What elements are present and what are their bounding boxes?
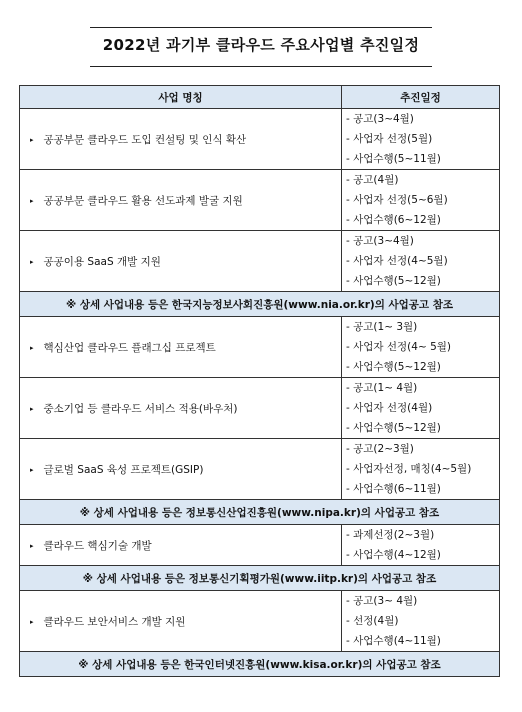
schedule-table	[19, 85, 500, 677]
project-name-cell	[20, 439, 342, 500]
schedule-line: - 사업수행(5~12월)	[346, 275, 441, 287]
project-name: 클라우드 핵심기술 개발	[43, 539, 152, 552]
schedule-cell	[342, 170, 500, 231]
project-name-cell	[20, 170, 342, 231]
schedule-cell	[342, 378, 500, 439]
schedule-line: - 사업수행(6~11월)	[346, 483, 441, 495]
project-name-cell	[20, 525, 342, 566]
schedule-line: - 과제선정(2~3월)	[346, 529, 435, 541]
schedule-line: - 선정(4월)	[346, 615, 399, 627]
schedule-line: - 공고(4월)	[346, 174, 399, 186]
project-name: 중소기업 등 클라우드 서비스 적용(바우처)	[43, 402, 238, 415]
project-name-cell	[20, 109, 342, 170]
schedule-line: - 사업수행(6~12월)	[346, 214, 441, 226]
schedule-line: - 사업자선정, 매칭(4~5월)	[346, 463, 472, 475]
triangle-right-icon: ▸	[30, 617, 34, 626]
schedule-line: - 공고(1~ 3월)	[346, 321, 418, 333]
schedule-cell	[342, 439, 500, 500]
table-row	[20, 439, 500, 500]
schedule-cell	[342, 591, 500, 652]
project-name: 글로벌 SaaS 육성 프로젝트(GSIP)	[43, 463, 204, 476]
table-header-row	[20, 86, 500, 109]
table-row	[20, 170, 500, 231]
schedule-line: - 사업수행(5~12월)	[346, 361, 441, 373]
table-body	[20, 109, 500, 677]
schedule-line: - 사업수행(5~11월)	[346, 153, 441, 165]
table-row	[20, 591, 500, 652]
note-row	[20, 652, 500, 677]
schedule-line: - 공고(3~4월)	[346, 113, 414, 125]
title-box	[90, 27, 432, 67]
schedule-cell	[342, 231, 500, 292]
schedule-line: - 사업자 선정(4~ 5월)	[346, 341, 452, 353]
reference-note: ※ 상세 사업내용 등은 정보통신기획평가원(www.iitp.kr)의 사업공고 참조	[20, 566, 500, 591]
triangle-right-icon: ▸	[30, 541, 34, 550]
header-schedule: 추진일정	[342, 86, 500, 109]
note-row	[20, 566, 500, 591]
schedule-line: - 공고(2~3월)	[346, 443, 414, 455]
schedule-line: - 사업수행(5~12월)	[346, 422, 441, 434]
schedule-cell	[342, 109, 500, 170]
schedule-cell	[342, 525, 500, 566]
reference-note: ※ 상세 사업내용 등은 한국지능정보사회진흥원(www.nia.or.kr)의 사업공고 참조	[20, 292, 500, 317]
project-name: 클라우드 보안서비스 개발 지원	[43, 615, 186, 628]
triangle-right-icon: ▸	[30, 465, 34, 474]
triangle-right-icon: ▸	[30, 135, 34, 144]
project-name: 공공부문 클라우드 활용 선도과제 발굴 지원	[43, 194, 243, 207]
schedule-line: - 사업자 선정(4~5월)	[346, 255, 448, 267]
schedule-line: - 사업수행(4~12월)	[346, 549, 441, 561]
triangle-right-icon: ▸	[30, 257, 34, 266]
header-project-name: 사업 명칭	[20, 86, 342, 109]
page-title: 2022년 과기부 클라우드 주요사업별 추진일정	[102, 36, 420, 54]
project-name-cell	[20, 317, 342, 378]
schedule-line: - 사업자 선정(4월)	[346, 402, 433, 414]
schedule-cell	[342, 317, 500, 378]
schedule-line: - 사업자 선정(5~6월)	[346, 194, 448, 206]
schedule-line: - 공고(3~ 4월)	[346, 595, 418, 607]
reference-note: ※ 상세 사업내용 등은 정보통신산업진흥원(www.nipa.kr)의 사업공고 참조	[20, 500, 500, 525]
table-row	[20, 231, 500, 292]
schedule-line: - 공고(3~4월)	[346, 235, 414, 247]
project-name: 공공이용 SaaS 개발 지원	[43, 255, 161, 268]
project-name-cell	[20, 591, 342, 652]
table-row	[20, 109, 500, 170]
project-name-cell	[20, 378, 342, 439]
table-row	[20, 317, 500, 378]
triangle-right-icon: ▸	[30, 343, 34, 352]
schedule-line: - 공고(1~ 4월)	[346, 382, 418, 394]
project-name-cell	[20, 231, 342, 292]
note-row	[20, 292, 500, 317]
project-name: 공공부문 클라우드 도입 컨설팅 및 인식 확산	[43, 133, 247, 146]
schedule-line: - 사업수행(4~11월)	[346, 635, 441, 647]
triangle-right-icon: ▸	[30, 196, 34, 205]
project-name: 핵심산업 클라우드 플래그십 프로젝트	[43, 341, 216, 354]
table-row	[20, 378, 500, 439]
schedule-line: - 사업자 선정(5월)	[346, 133, 433, 145]
note-row	[20, 500, 500, 525]
table-row	[20, 525, 500, 566]
triangle-right-icon: ▸	[30, 404, 34, 413]
reference-note: ※ 상세 사업내용 등은 한국인터넷진흥원(www.kisa.or.kr)의 사업공고 참조	[20, 652, 500, 677]
